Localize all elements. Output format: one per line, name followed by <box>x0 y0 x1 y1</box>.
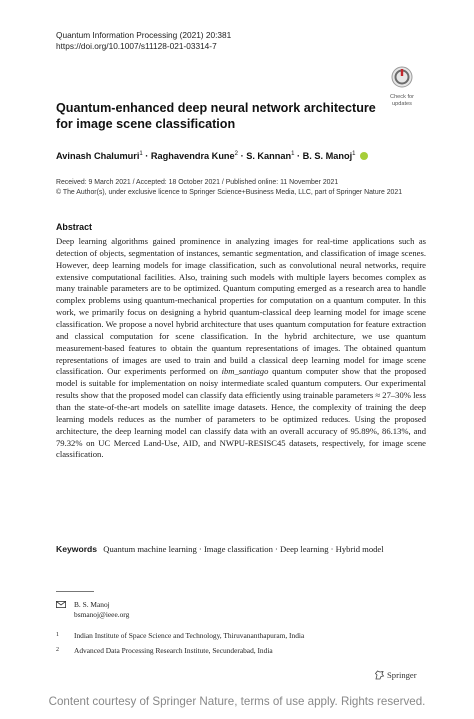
abstract-heading: Abstract <box>56 222 93 232</box>
affiliation-text: Indian Institute of Space Science and Technology, Thiruvananthapuram, India <box>74 631 305 640</box>
author-affiliation-ref: 1 <box>291 150 295 157</box>
copyright-line: © The Author(s), under exclusive licence to Springer Science+Business Media, LLC, part of Springer Nature 2021 <box>56 188 403 196</box>
doi-link[interactable]: https://doi.org/10.1007/s11128-021-03314-7 <box>56 41 217 51</box>
check-for-updates-badge[interactable] <box>379 66 425 108</box>
keywords-block <box>56 544 426 556</box>
check-for-updates-icon <box>391 66 413 88</box>
author-affiliation-ref: 2 <box>234 150 238 157</box>
journal-citation: Quantum Information Processing (2021) 20:381 <box>56 30 232 40</box>
affiliation-item <box>56 630 304 641</box>
author-affiliation-ref: 1 <box>352 150 356 157</box>
author-name[interactable]: Avinash Chalumuri <box>56 151 140 161</box>
journal-header <box>56 30 231 52</box>
author-name[interactable]: S. Kannan <box>246 151 292 161</box>
publisher-name: Springer <box>387 670 417 680</box>
orcid-icon[interactable] <box>360 152 368 160</box>
publisher-logo <box>374 670 417 680</box>
author-separator: · <box>145 151 149 161</box>
courtesy-footer: Content courtesy of Springer Nature, terms of use apply. Rights reserved. <box>48 695 426 708</box>
author-name[interactable]: Raghavendra Kune <box>150 151 235 161</box>
correspondence-name: B. S. Manoj <box>74 600 110 609</box>
abstract-text-part-2: quantum computer show that the proposed model is suitable for implementation on noisy intermediate scaled quantum computers. Our experimental results show that the proposed model can classify data efficiently using trainable parameters ≈ 27–30% less than the state-of-the-art models on satellite image datasets. Hence, the complexity of training the deep learning models reduces as the number of parameters to be optimized reduces. Using the proposed architecture, the deep learning model can classify data with an overall accuracy of 95.89%, 86.13%, and 79.32% on UC Merced Land-Use, AID, and NWPU-RESISC45 datasets, respectively, for image scene classification. <box>56 366 427 460</box>
author-separator: · <box>297 151 301 161</box>
keywords-label: Keywords <box>56 544 98 554</box>
abstract-body <box>56 236 426 461</box>
dates-line: Received: 9 March 2021 / Accepted: 18 October 2021 / Published online: 11 November 2021 <box>56 179 339 186</box>
correspondence-block <box>56 600 129 620</box>
publication-history <box>56 178 436 197</box>
affiliation-text: Advanced Data Processing Research Institute, Secunderabad, India <box>74 646 273 655</box>
keywords-text: Quantum machine learning · Image classification · Deep learning · Hybrid model <box>103 544 384 554</box>
affiliation-number: 1 <box>56 632 59 638</box>
badge-line-2: updates <box>392 101 412 108</box>
author-affiliation-ref: 1 <box>139 150 143 157</box>
footnote-divider <box>56 591 94 592</box>
affiliation-number: 2 <box>56 647 59 653</box>
abstract-italic-term: ibm_santiago <box>221 366 269 377</box>
affiliation-item <box>56 645 273 656</box>
author-name[interactable]: B. S. Manoj <box>302 151 353 161</box>
springer-horse-icon <box>374 670 385 680</box>
author-list <box>56 150 436 162</box>
envelope-icon <box>56 601 66 608</box>
abstract-text-part-1: Deep learning algorithms gained prominence in analyzing images for real-time applications such as detection of objects, segmentation of instances, semantic segmentation, and classification of image scenes. However, deep learning models for image classification, such as convolutional neural networks, require extensive computational facilities. Also, training such models with multiple layers becomes complex as many trainable parameters are to be optimized. Quantum computing emerged as a research area to handle complex problems using quantum-mechanical properties for computation on a quantum computer. In this work, we primarily focus on designing a hybrid quantum-classical deep learning model for image scene classification. We propose a novel hybrid architecture that uses quantum computation for feature extraction and classical computation for scene classification. In the hybrid architecture, we use quantum measurement-based features to obtain the quantum representations of images. The obtained quantum representations of images are used to train and build a classical deep learning model for image scene classification. Our experiments performed on <box>56 236 426 377</box>
correspondence-email[interactable]: bsmanoj@ieee.org <box>74 610 130 619</box>
author-separator: · <box>240 151 244 161</box>
badge-line-1: Check for <box>390 94 414 100</box>
article-title: Quantum-enhanced deep neural network architecture for image scene classification <box>56 101 376 131</box>
